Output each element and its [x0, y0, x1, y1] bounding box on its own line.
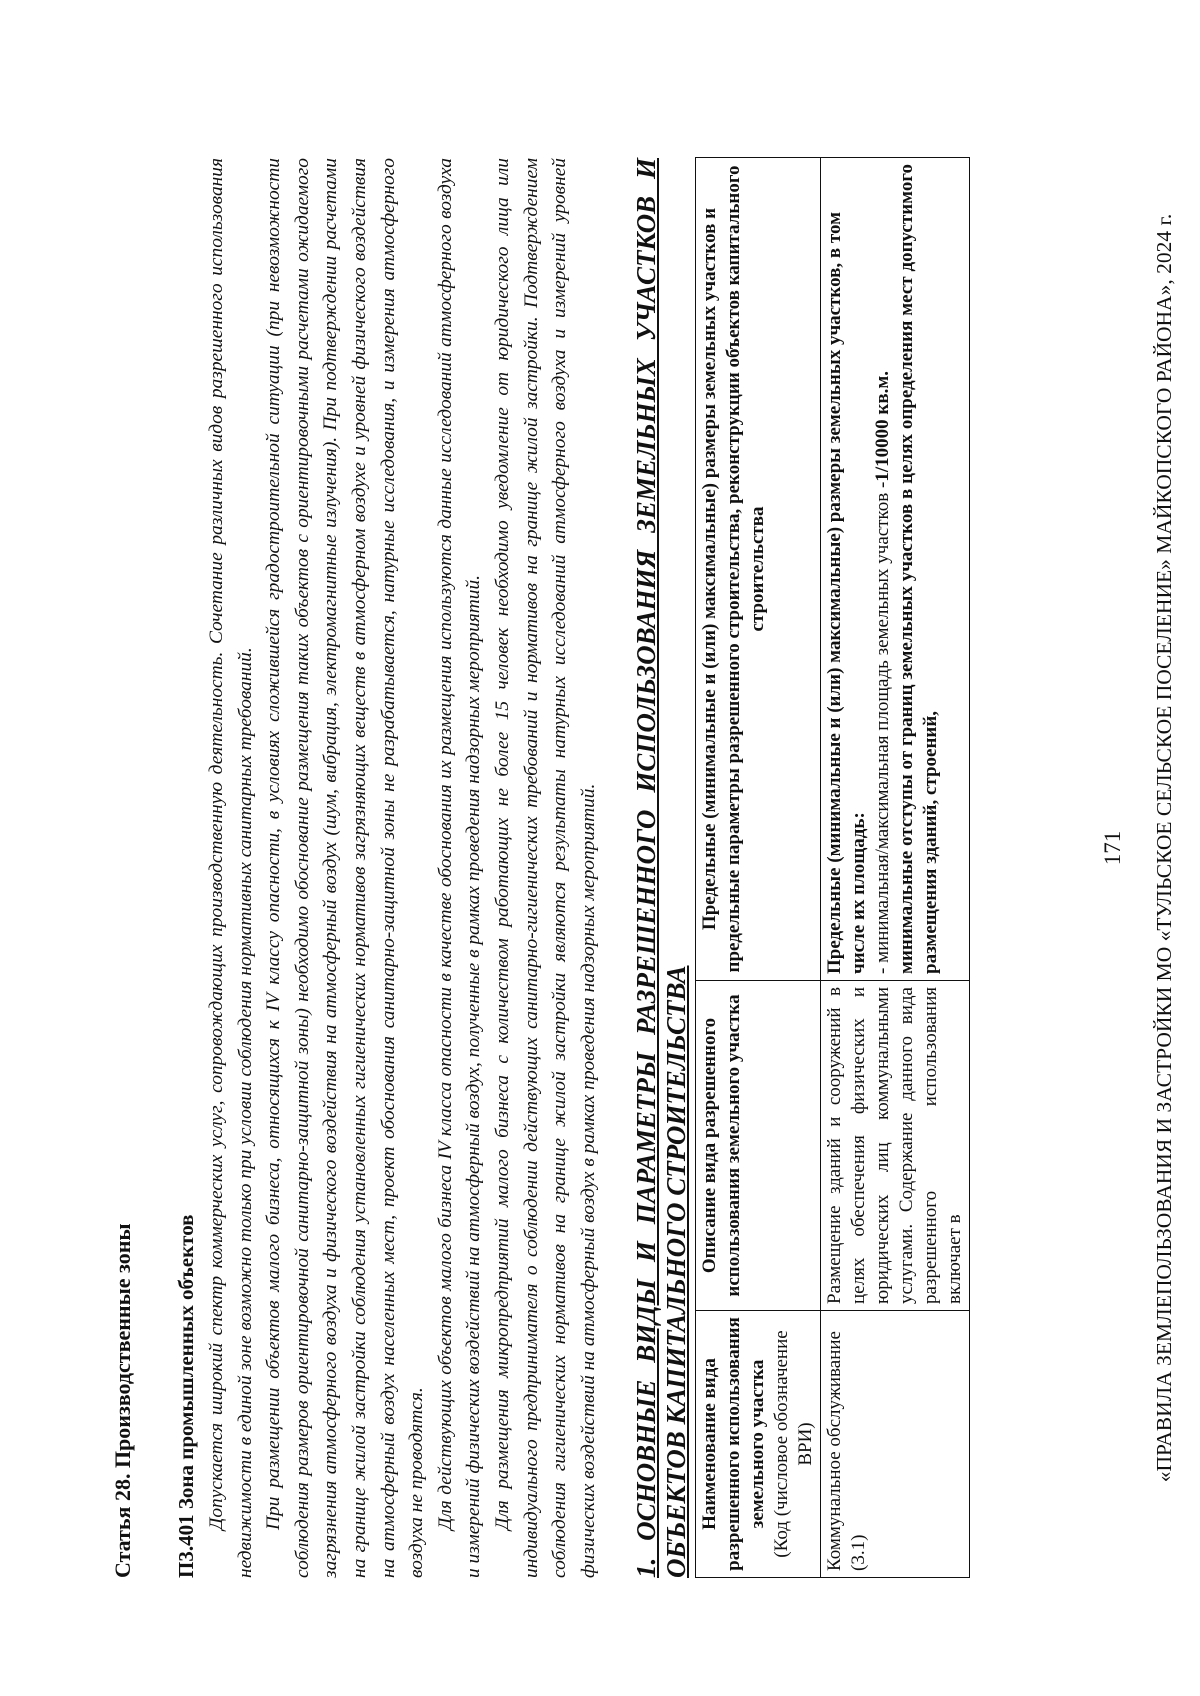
cell-parameters: Предельные (минимальные и (или) максимальные) размеры земельных участков, в том числе их площадь: - минимальная/максимальная площадь земельных участков -1/10000 кв.м. минимальные отступы от границ земельных участков в целях определения мест допустимого размещения зданий, строений,	[821, 158, 970, 981]
table-row	[821, 158, 970, 1578]
page-footer: «ПРАВИЛА ЗЕМЛЕПОЛЬЗОВАНИЯ И ЗАСТРОЙКИ МО «ТУЛЬСКОЕ СЕЛЬСКОЕ ПОСЕЛЕНИЕ» МАЙКОПСКОГО РАЙОНА», 2024 г.	[1152, 213, 1176, 1483]
table-header-row	[696, 158, 821, 1578]
column-header-limits: Предельные (минимальные и (или) максимальные) размеры земельных участков и предельные параметры разрешенного строительства, реконструкции объектов капитального строительства	[696, 158, 821, 981]
paragraph-1: Допускается широкий спектр коммерческих услуг, сопровождающих производственную деятельность. Сочетание различных видов разрешенного использования недвижимости в единой зоне возможно только при условии соблюдения нормативных санитарных требований.	[206, 158, 256, 1578]
regulations-table	[695, 157, 970, 1578]
article-title: Статья 28. Производственные зоны	[110, 1223, 135, 1578]
page-content	[110, 158, 970, 1578]
section-heading: 1. ОСНОВНЫЕ ВИДЫ И ПАРАМЕТРЫ РАЗРЕШЕННОГО ИСПОЛЬЗОВАНИЯ ЗЕМЕЛЬНЫХ УЧАСТКОВ И ОБЪЕКТОВ КАПИТАЛЬНОГО СТРОИТЕЛЬСТВА	[631, 158, 692, 1578]
cell-use-name: Коммунальное обслуживание (3.1)	[821, 1311, 970, 1578]
column-header-name: Наименование вида разрешенного использования земельного участка (Код (числовое обозначение ВРИ)	[696, 1311, 821, 1578]
page-number: 171	[1100, 830, 1125, 866]
cell-use-description: Размещение зданий и сооружений в целях обеспечения физических и юридических лиц коммунальными услугами. Содержание данного вида разрешенного использования включает в	[821, 981, 970, 1311]
paragraph-2: При размещении объектов малого бизнеса, относящихся к IV классу опасности, в условиях сложившейся градостроительной ситуации (при невозможности соблюдения размеров ориентировочной санитарно-защитной зоны) необходимо обоснование размещения таких объектов с ориентировочными расчетами ожидаемого загрязнения атмосферного воздуха и физического воздействия на атмосферный воздух (шум, вибрация, электромагнитные излучения). При подтверждении расчетами на границе жилой застройки соблюдения установленных гигиенических нормативов загрязняющих веществ в атмосферном воздухе и уровней физического воздействия на атмосферный воздух населенных мест, проект обоснования санитарно-защитной зоны не разрабатывается, натурные исследования, и измерения атмосферного воздуха не проводятся.	[263, 158, 428, 1578]
zone-title: П3.401 Зона промышленных объектов	[174, 1214, 198, 1578]
column-header-description: Описание вида разрешенного использования земельного участка	[696, 981, 821, 1311]
paragraph-3: Для действующих объектов малого бизнеса IV класса опасности в качестве обоснования их размещения используются данные исследований атмосферного воздуха и измерений физических воздействий на атмосферный воздух, полученные в рамках проведения надзорных мероприятий.	[434, 158, 485, 1578]
paragraph-4: Для размещения микропредприятий малого бизнеса с количеством работающих не более 15 человек необходимо уведомление от юридического лица или индивидуального предпринимателя о соблюдении действующих санитарно-гигиенических требований и нормативов на границе жилой застройки. Подтверждением соблюдения гигиенических нормативов на границе жилой застройки являются результаты натурных исследований атмосферного воздуха и измерений уровней физических воздействий на атмосферный воздух в рамках проведения надзорных мероприятий.	[491, 158, 599, 1578]
